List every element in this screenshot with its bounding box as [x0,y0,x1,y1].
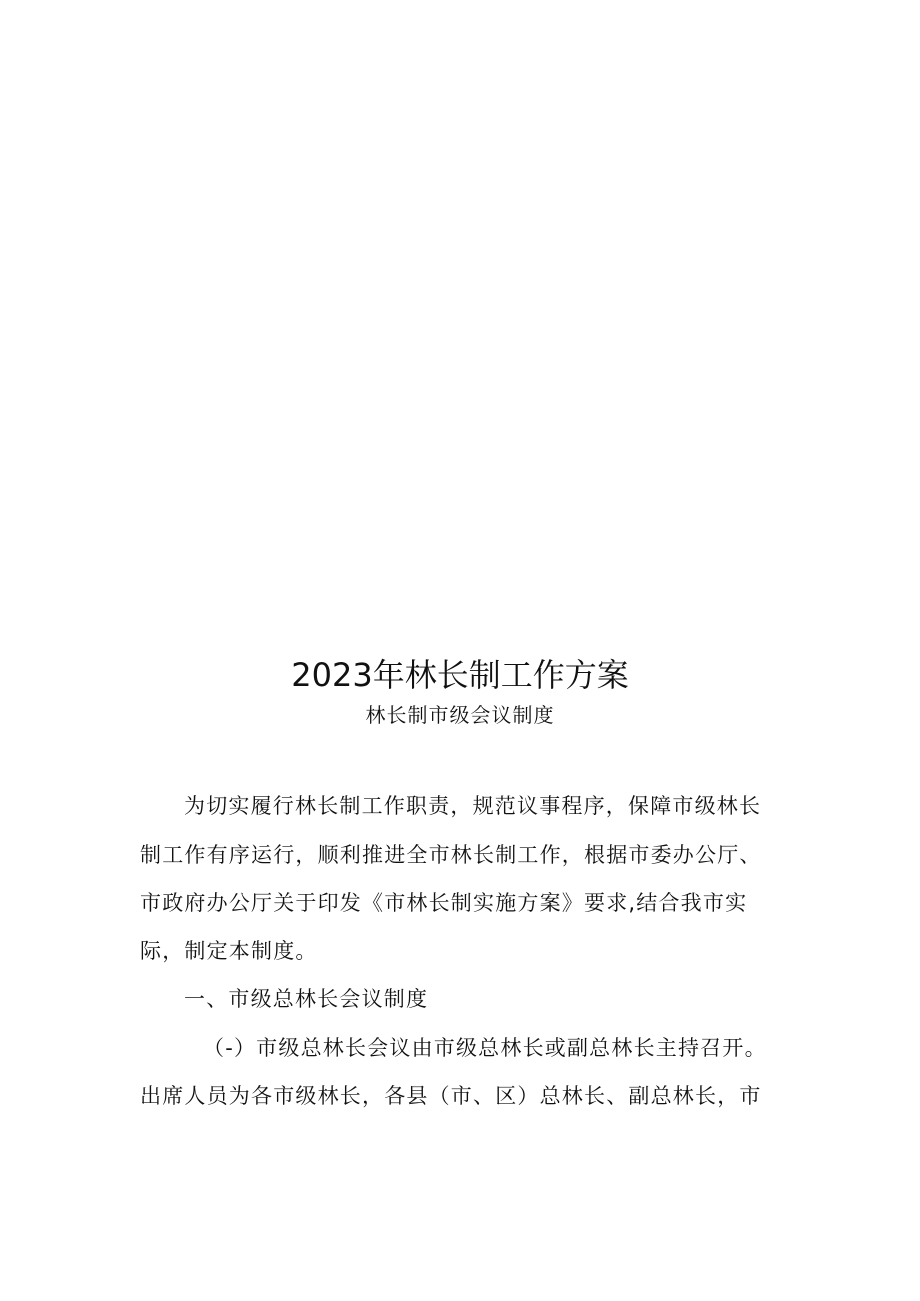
paragraph-line: 制工作有序运行，顺利推进全市林长制工作，根据市委办公厅、 [140,843,762,867]
paragraph-line: （-）市级总林长会议由市级总林长或副总林长主持召开。 [203,1036,767,1060]
document-subtitle: 林长制市级会议制度 [365,703,555,727]
paragraph-line: 市政府办公厅关于印发《市林长制实施方案》要求,结合我市实 [140,891,748,915]
paragraph-line: 出席人员为各市级林长，各县（市、区）总林长、副总林长，市 [140,1084,762,1108]
paragraph-line: 为切实履行林长制工作职责，规范议事程序，保障市级林长 [184,794,762,818]
section-heading: 一、市级总林长会议制度 [184,987,429,1011]
paragraph-line: 际，制定本制度。 [140,939,318,963]
document-title: 2023年林长制工作方案 [291,656,629,694]
